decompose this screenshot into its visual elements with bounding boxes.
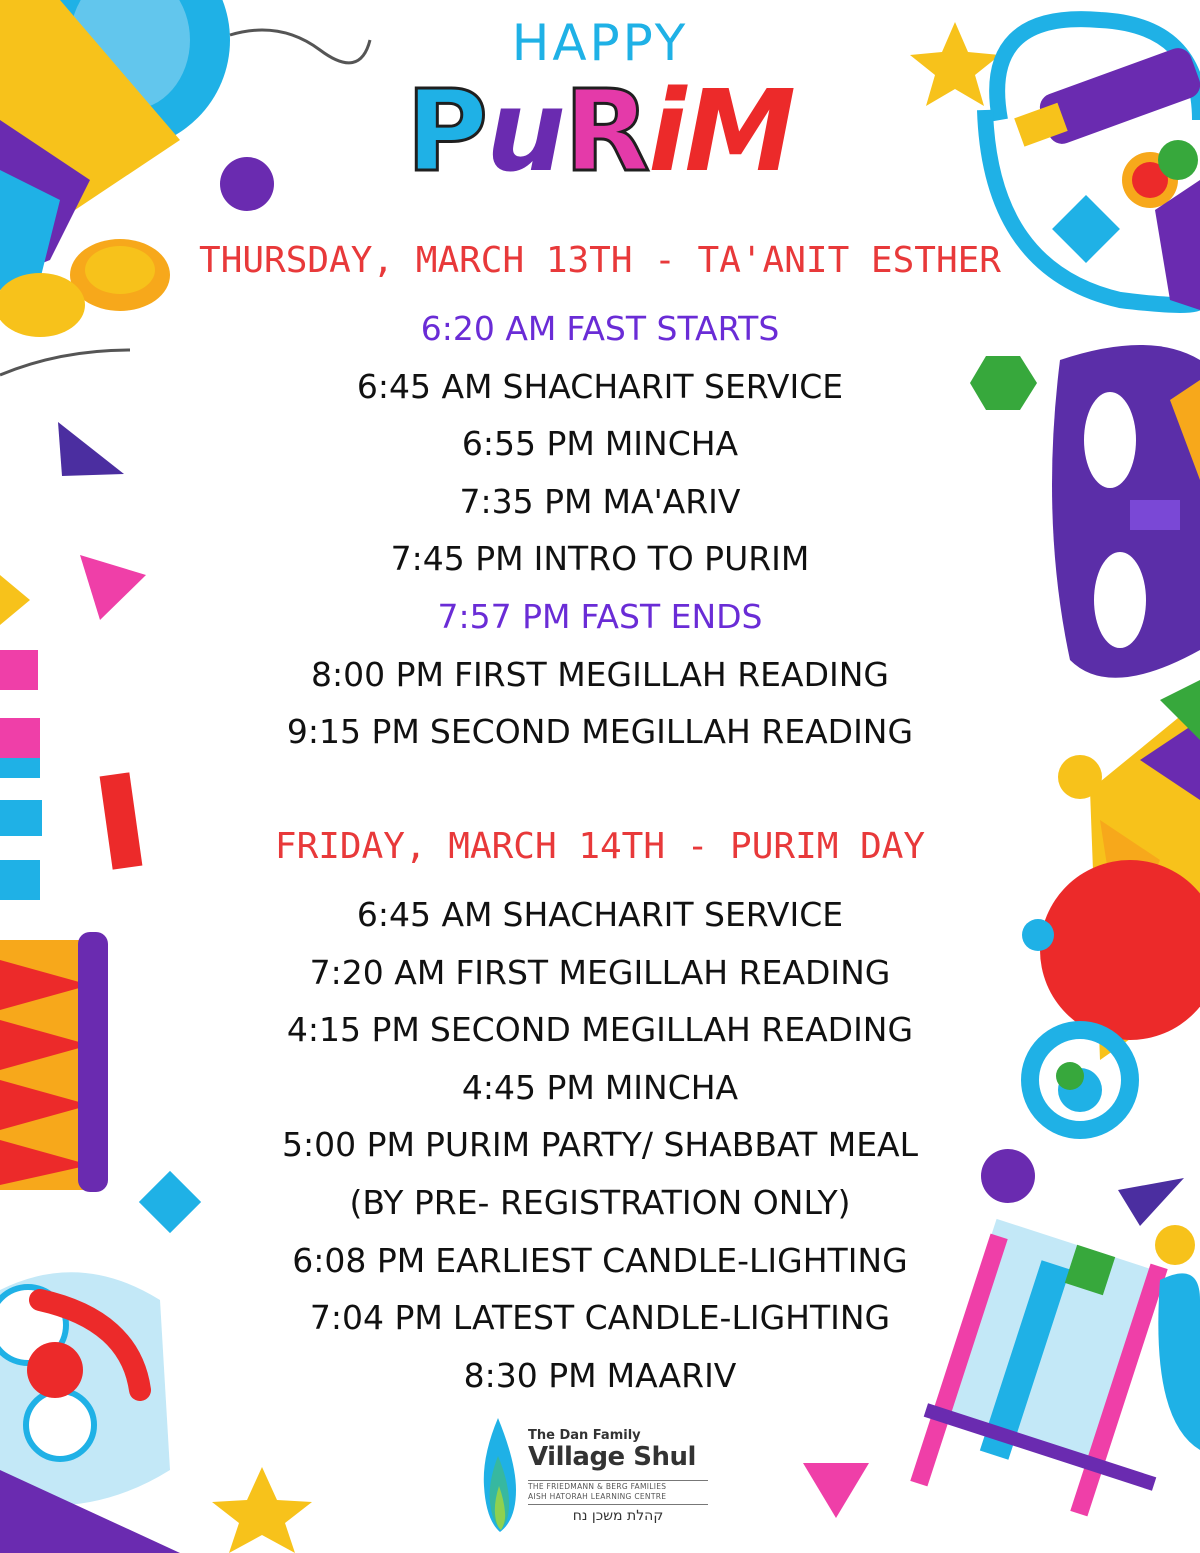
schedule-time: 6:45 AM [356,366,493,406]
schedule-item [0,530,1200,588]
schedule-time: 9:15 PM [286,712,420,752]
title-letter: u [486,67,564,197]
schedule-time: 7:04 PM [309,1298,443,1338]
logo-line-families: THE FRIEDMANN & BERG FAMILIES [528,1482,667,1491]
village-shul-logo [476,1416,726,1536]
logo-line-centre: AISH HATORAH LEARNING CENTRE [528,1492,667,1501]
schedule-label: MINCHA [604,1067,739,1107]
schedule-time: 6:08 PM [292,1240,426,1280]
schedule-item [0,358,1200,416]
schedule-time: 7:57 PM [437,596,571,636]
schedule-time: 7:20 AM [309,952,446,992]
schedule-time: 7:45 PM [390,539,524,579]
schedule-time: 4:15 PM [286,1010,420,1050]
schedule-item [0,1116,1200,1174]
schedule-item [0,646,1200,704]
logo-divider [528,1480,708,1481]
logo-subtitle: The Dan Family [528,1428,641,1443]
schedule-item [0,1174,1200,1232]
title-letter: M [684,67,794,197]
friday-schedule [0,886,1200,1404]
schedule-item [0,1232,1200,1290]
friday-heading: FRIDAY, MARCH 14TH - PURIM DAY [274,826,926,867]
schedule-label: EARLIEST CANDLE-LIGHTING [435,1240,908,1280]
schedule-time: 4:45 PM [461,1067,595,1107]
logo-divider [528,1504,708,1505]
logo-hebrew-name: קהלת משכן נח [572,1508,664,1524]
schedule-label: (BY PRE- REGISTRATION ONLY) [349,1182,851,1222]
schedule-label: FIRST MEGILLAH READING [453,654,889,694]
schedule-label: FAST STARTS [566,309,780,348]
schedule-label: PURIM PARTY/ SHABBAT MEAL [424,1125,919,1165]
schedule-label: MA'ARIV [602,481,741,521]
schedule-item [0,1289,1200,1347]
schedule-time: 6:55 PM [461,424,595,464]
schedule-item [0,473,1200,531]
thursday-heading: THURSDAY, MARCH 13TH - TA'ANIT ESTHER [199,240,1001,281]
schedule-label: SECOND MEGILLAH READING [429,712,914,752]
schedule-item [0,886,1200,944]
logo-name: Village Shul [528,1442,696,1472]
schedule-time: 6:45 AM [356,895,493,934]
schedule-item [0,1059,1200,1117]
schedule-label: MINCHA [604,424,739,464]
flame-icon [476,1416,522,1534]
schedule-time: 8:30 PM [463,1355,597,1395]
title-letter: i [648,67,685,197]
schedule-item [0,588,1200,646]
schedule-item [0,415,1200,473]
schedule-label: MAARIV [606,1355,737,1395]
title-letter: P [406,67,487,197]
schedule-label: FIRST MEGILLAH READING [455,952,891,992]
schedule-label: SECOND MEGILLAH READING [429,1010,914,1050]
schedule-item [0,1001,1200,1059]
thursday-schedule [0,300,1200,761]
schedule-item [0,944,1200,1002]
schedule-time: 5:00 PM [281,1125,415,1165]
schedule-label: SHACHARIT SERVICE [502,895,844,934]
schedule-label: INTRO TO PURIM [533,539,810,579]
schedule-time: 8:00 PM [311,654,444,694]
schedule-item [0,1347,1200,1405]
header-greeting: HAPPY [511,14,689,72]
schedule-time: 6:20 AM [420,309,557,348]
purim-title [0,67,1200,197]
schedule-time: 7:35 PM [459,481,593,521]
schedule-label: LATEST CANDLE-LIGHTING [452,1298,891,1338]
schedule-label: SHACHARIT SERVICE [502,366,844,406]
schedule-item [0,300,1200,358]
schedule-label: FAST ENDS [580,596,763,636]
title-letter: R [563,67,649,197]
schedule-item [0,703,1200,761]
